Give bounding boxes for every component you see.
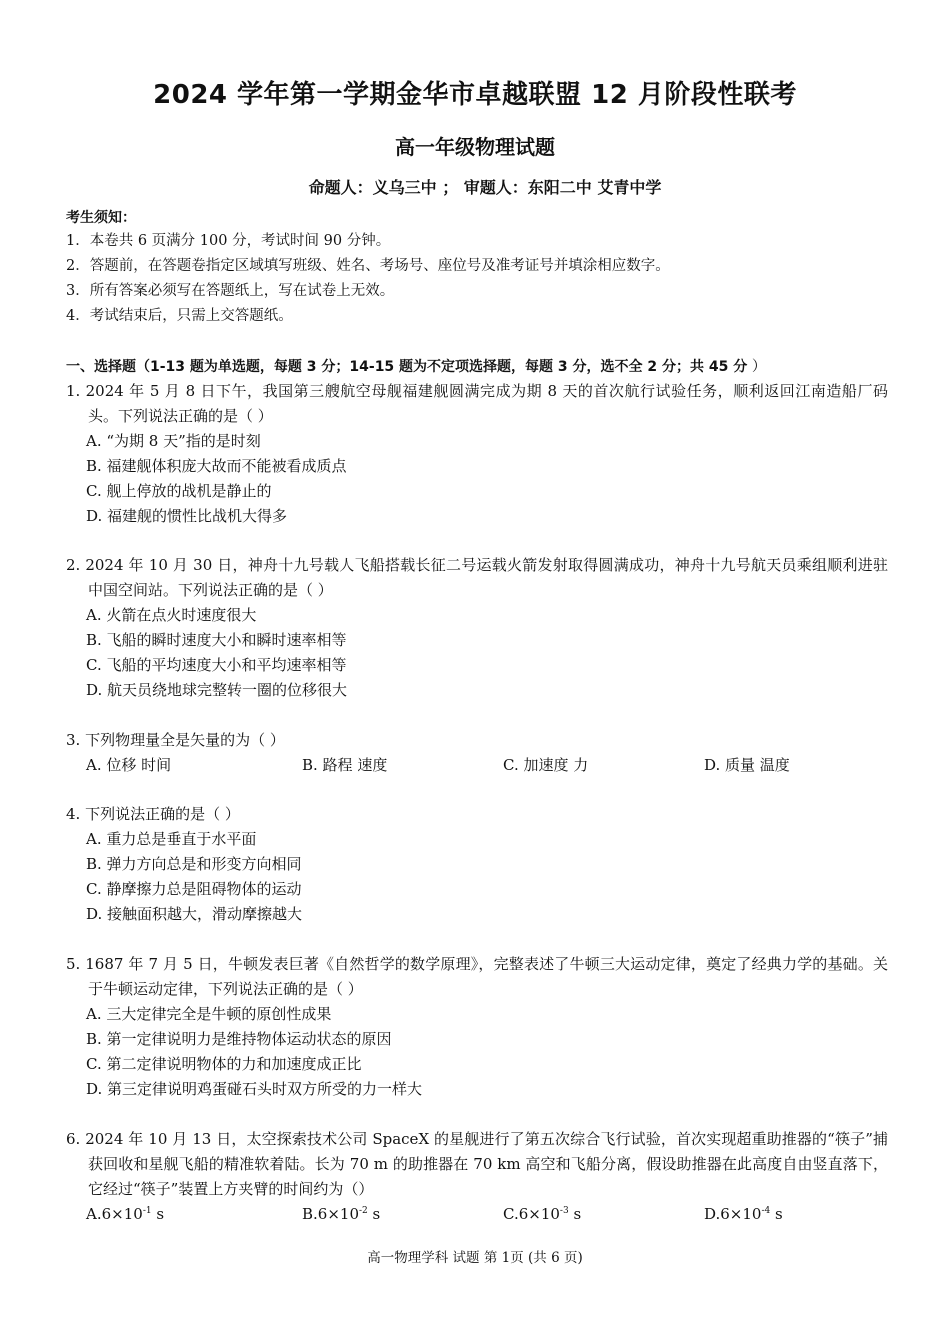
section-suffix: ） (747, 359, 767, 375)
option-d: D. 接触面积越大，滑动摩擦越大 (86, 905, 303, 923)
question-stem: 3. 下列物理量全是矢量的为（ ） (66, 731, 285, 749)
question-stem: 1. 2024 年 5 月 8 日下午，我国第三艘航空母舰福建舰圆满完成为期 8 天的首次航行试验任务，顺利返回江南造船厂码头。下列说法正确的是（ ） (66, 382, 888, 425)
question-2 (66, 553, 888, 703)
option-base: A.6×10 (86, 1205, 143, 1223)
notice-item: 1．本卷共 6 页满分 100 分，考试时间 90 分钟。 (66, 233, 391, 249)
option-unit: s (770, 1205, 783, 1223)
candidate-notice (66, 207, 886, 329)
option-a (86, 1202, 302, 1227)
section-rule: 1-13 题为单选题，每题 3 分；14-15 题为不定项选择题，每题 3 分，选不全 2 分；共 45 分 (150, 359, 748, 375)
option-d: D. 第三定律说明鸡蛋碰石头时双方所受的力一样大 (86, 1080, 423, 1098)
options-row (66, 753, 888, 778)
question-5 (66, 952, 888, 1102)
option-b: B. 第一定律说明力是维持物体运动状态的原因 (86, 1030, 392, 1048)
option-c: C. 静摩擦力总是阻碍物体的运动 (86, 880, 302, 898)
question-stem: 4. 下列说法正确的是（ ） (66, 805, 240, 823)
option-unit: s (568, 1205, 582, 1223)
option-a: A. 火箭在点火时速度很大 (86, 606, 257, 624)
option-b: B. 福建舰体积庞大故而不能被看成质点 (86, 457, 347, 475)
option-c: C. 加速度 力 (503, 756, 589, 774)
notice-heading: 考生须知： (66, 210, 136, 226)
option-b: B. 路程 速度 (302, 756, 388, 774)
page-footer: 高一物理学科 试题 第 1页 (共 6 页) (367, 1250, 583, 1266)
option-exponent: -2 (359, 1206, 368, 1216)
question-stem: 5. 1687 年 7 月 5 日，牛顿发表巨著《自然哲学的数学原理》，完整表述了牛顿三大运动定律，奠定了经典力学的基础。关于牛顿运动定律，下列说法正确的是（ ） (66, 955, 888, 998)
option-base: D.6×10 (704, 1205, 762, 1223)
option-d (704, 1202, 783, 1227)
exam-subtitle: 高一年级物理试题 (395, 135, 555, 159)
option-c: C. 第二定律说明物体的力和加速度成正比 (86, 1055, 362, 1073)
option-d: D. 质量 温度 (704, 756, 790, 774)
option-unit: s (151, 1205, 165, 1223)
question-3 (66, 728, 888, 778)
exam-authors: 命题人：义乌三中 ； 审题人：东阳二中 艾青中学 (308, 178, 662, 197)
option-b: B. 飞船的瞬时速度大小和瞬时速率相等 (86, 631, 347, 649)
option-exponent: -3 (559, 1206, 569, 1216)
options-row (66, 1202, 888, 1227)
question-stem: 2. 2024 年 10 月 30 日，神舟十九号载人飞船搭载长征二号运载火箭发射取得圆满成功，神舟十九号航天员乘组顺利进驻中国空间站。下列说法正确的是（ ） (66, 556, 888, 599)
question-1 (66, 379, 888, 529)
option-a: A. 三大定律完全是牛顿的原创性成果 (86, 1005, 332, 1023)
option-unit: s (367, 1205, 381, 1223)
option-base: B.6×10 (302, 1205, 359, 1223)
exam-title: 2024 学年第一学期金华市卓越联盟 12 月阶段性联考 (153, 80, 797, 110)
option-c (503, 1202, 704, 1227)
question-4 (66, 802, 888, 927)
option-base: C.6×10 (503, 1205, 560, 1223)
option-exponent: -1 (142, 1206, 152, 1216)
notice-item: 3．所有答案必须写在答题纸上，写在试卷上无效。 (66, 283, 395, 299)
section-heading (66, 356, 896, 378)
notice-item: 4．考试结束后，只需上交答题纸。 (66, 308, 293, 324)
question-6 (66, 1127, 888, 1227)
section-prefix: 一、选择题（ (66, 359, 150, 375)
option-b (302, 1202, 503, 1227)
option-c: C. 舰上停放的战机是静止的 (86, 482, 272, 500)
option-a: A. “为期 8 天”指的是时刻 (86, 432, 261, 450)
notice-item: 2．答题前，在答题卷指定区域填写班级、姓名、考场号、座位号及准考证号并填涂相应数字。 (66, 258, 670, 274)
option-d: D. 航天员绕地球完整转一圈的位移很大 (86, 681, 348, 699)
question-stem: 6. 2024 年 10 月 13 日，太空探索技术公司 SpaceX 的星舰进行了第五次综合飞行试验，首次实现超重助推器的“筷子”捕获回收和星舰飞船的精准软着陆。长为 70 m 的助推器在 70 km 高空和飞船分离，假设助推器在此高度自由竖直落下，它经过“筷子”装置上方夹臂的时间约为（） (66, 1130, 888, 1198)
option-exponent: -4 (761, 1206, 771, 1216)
option-b: B. 弹力方向总是和形变方向相同 (86, 855, 302, 873)
option-c: C. 飞船的平均速度大小和平均速率相等 (86, 656, 347, 674)
option-a: A. 重力总是垂直于水平面 (86, 830, 257, 848)
option-a: A. 位移 时间 (86, 756, 172, 774)
option-d: D. 福建舰的惯性比战机大得多 (86, 507, 288, 525)
